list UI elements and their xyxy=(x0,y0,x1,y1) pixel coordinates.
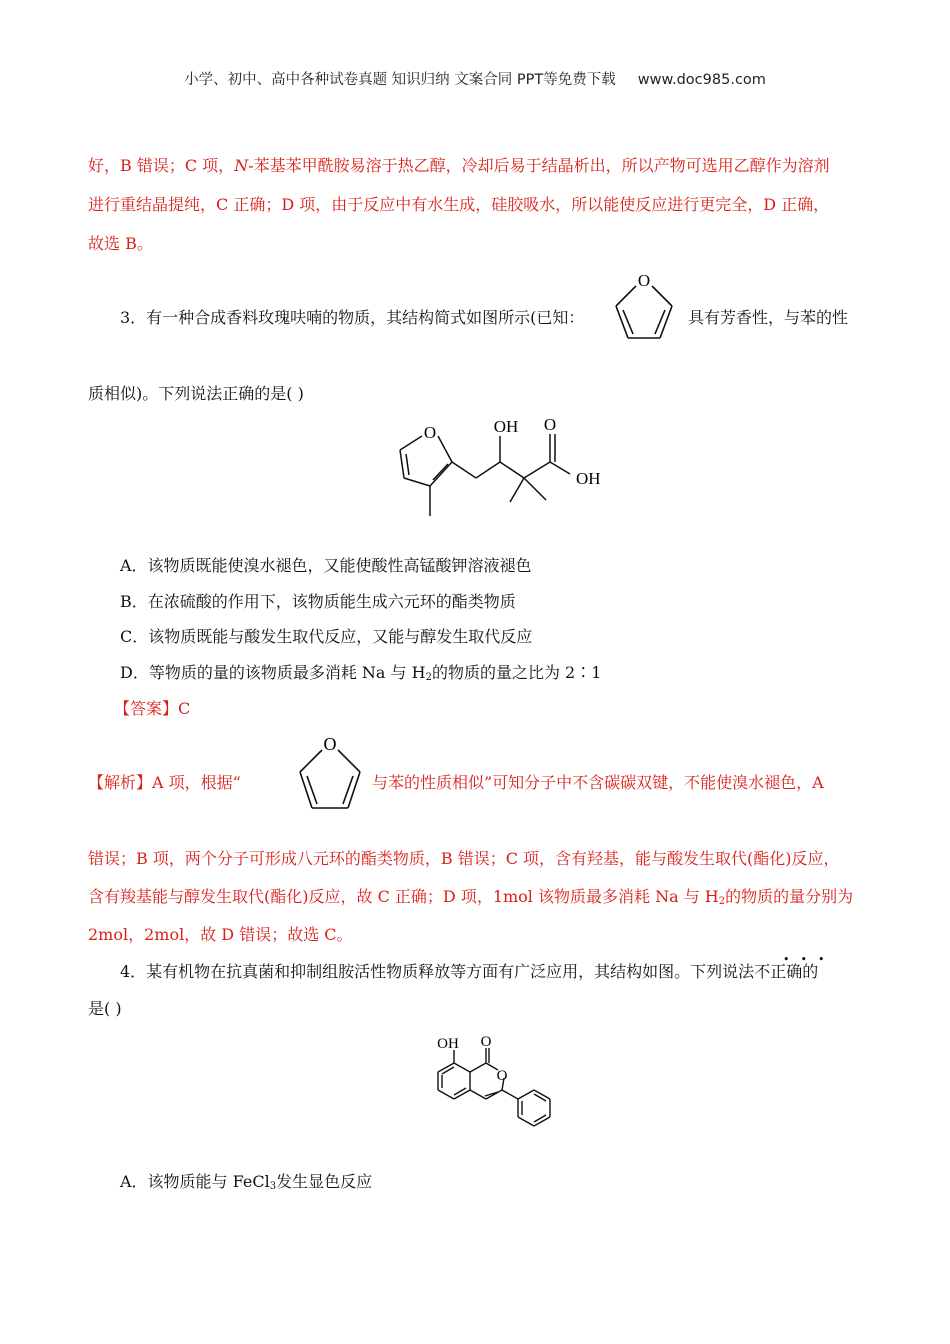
subscript: 2 xyxy=(425,672,432,683)
text-seg: 的物质的量之比为 2∶1 xyxy=(431,663,602,682)
header-site: www.doc985.com xyxy=(637,72,766,88)
emphasis-word: 不正确 xyxy=(754,962,803,981)
carbonyl-o-label-q4: O xyxy=(480,1034,492,1050)
q3-analysis-line3 xyxy=(88,886,853,908)
oh-label-q4: OH xyxy=(437,1036,459,1052)
page-header xyxy=(0,68,950,89)
acid-oh-label: OH xyxy=(576,469,601,488)
q3-option-a: A．该物质既能使溴水褪色，又能使酸性高锰酸钾溶液褪色 xyxy=(120,556,532,575)
text-seg: A．该物质能与 FeCl xyxy=(120,1172,270,1191)
q4-stem-line2: 是( ) xyxy=(88,999,122,1018)
q3-analysis-part1: 【解析】A 项，根据“ xyxy=(88,773,241,792)
text-seg: D．等物质的量的该物质最多消耗 Na 与 H xyxy=(120,663,426,682)
text-seg: 含有羧基能与醇发生取代(酯化)反应，故 C 正确；D 项，1mol 该物质最多消耗 Na 与 H xyxy=(88,887,719,906)
prev-explanation-line2: 进行重结晶提纯，C 正确；D 项，由于反应中有水生成，硅胶吸水，所以能使反应进行更完全，D 正确， xyxy=(88,195,830,214)
ring-o-label-q4: O xyxy=(496,1068,508,1084)
q3-answer: 【答案】C xyxy=(114,699,191,718)
italic-n: N xyxy=(234,156,249,175)
subscript: 3 xyxy=(269,1181,277,1192)
q3-option-c: C．该物质既能与酸发生取代反应，又能与醇发生取代反应 xyxy=(120,627,533,646)
text-seg: 的 xyxy=(802,962,819,981)
subscript: 2 xyxy=(718,896,726,907)
q3-analysis-line2: 错误；B 项，两个分子可形成八元环的酯类物质，B 错误；C 项，含有羟基，能与酸发生取代(酯化)反应， xyxy=(88,849,840,868)
oh-label: OH xyxy=(493,417,519,436)
q3-analysis-part2: 与苯的性质相似”可知分子中不含碳碳双键，不能使溴水褪色，A xyxy=(372,773,824,792)
prev-explanation-line3: 故选 B。 xyxy=(88,234,153,253)
q3-stem-part1: 3．有一种合成香料玫瑰呋喃的物质，其结构简式如图所示(已知： xyxy=(120,308,585,327)
header-text: 小学、初中、高中各种试卷真题 知识归纳 文案合同 PPT等免费下载 xyxy=(184,72,616,88)
furan-structure-analysis xyxy=(290,732,370,814)
furan-structure-inline xyxy=(606,270,682,346)
q3-option-b: B．在浓硫酸的作用下，该物质能生成六元环的酯类物质 xyxy=(120,592,516,611)
furan-o-label-2: O xyxy=(323,734,337,754)
q4-option-a xyxy=(120,1171,372,1193)
rose-furan-structure xyxy=(380,412,610,527)
q3-analysis-line4: 2mol，2mol，故 D 错误；故选 C。 xyxy=(88,925,353,944)
carbonyl-o-label: O xyxy=(543,415,557,434)
isocoumarin-structure xyxy=(418,1030,568,1142)
text-seg: 4．某有机物在抗真菌和抑制组胺活性物质释放等方面有广泛应用，其结构如图。下列说法 xyxy=(120,962,755,981)
ring-o-label: O xyxy=(423,423,437,442)
q3-option-d xyxy=(120,662,601,684)
furan-o-label: O xyxy=(637,271,651,290)
q3-stem-part3: 质相似)。下列说法正确的是( ) xyxy=(88,384,304,403)
q3-stem-part2: 具有芳香性，与苯的性 xyxy=(688,308,849,327)
text-seg: 好，B 错误；C 项， xyxy=(88,156,235,175)
text-seg: 的物质的量分别为 xyxy=(725,887,854,906)
q4-stem-line1 xyxy=(120,961,818,983)
text-seg: -苯基苯甲酰胺易溶于热乙醇，冷却后易于结晶析出，所以产物可选用乙醇作为溶剂 xyxy=(248,156,830,175)
prev-explanation-line1 xyxy=(88,155,830,177)
emphasis-dots: ••• xyxy=(783,953,836,966)
text-seg: 发生显色反应 xyxy=(276,1172,373,1191)
